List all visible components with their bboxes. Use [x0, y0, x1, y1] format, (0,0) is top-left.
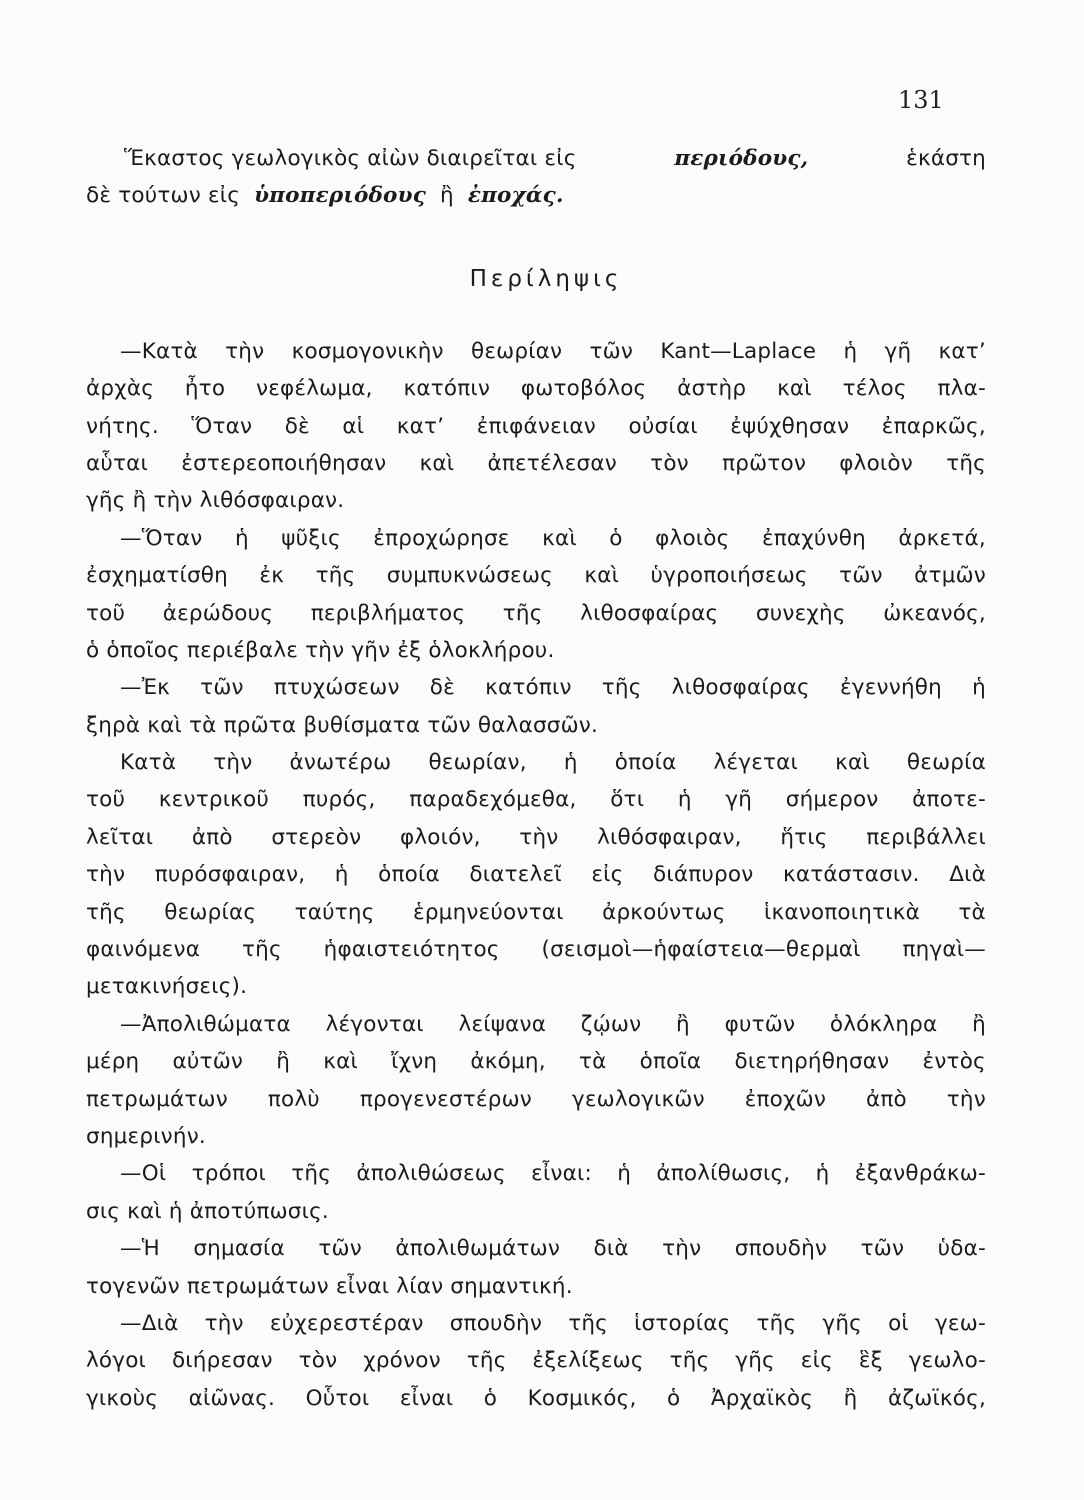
word: ἐξελίξεως [532, 1348, 644, 1374]
word: ἀρχὰς [86, 376, 155, 402]
word: εἰς [591, 862, 624, 888]
text-line: σημερινήν. [86, 1123, 206, 1149]
text-line [86, 1380, 986, 1417]
word: πολὺ [267, 1086, 320, 1112]
text-block [86, 140, 986, 1417]
word: ἴχνη [391, 1049, 438, 1075]
word: αἰῶνας. [188, 1385, 276, 1411]
word: ἓξ [858, 1348, 883, 1374]
word: συμπυκνώσεως [386, 563, 553, 589]
word: φλοιόν, [399, 824, 481, 850]
word: Οὗτοι [305, 1385, 370, 1411]
term-ypoperiodous: ὑποπεριόδους [254, 183, 426, 209]
word: τῆς [291, 1161, 332, 1187]
word: δὲ [429, 675, 455, 701]
text-line [86, 894, 986, 931]
word: εἶναι [399, 1385, 454, 1411]
word: κατόπιν [403, 376, 491, 402]
word: ἢ [676, 1011, 690, 1037]
word: ἦτο [184, 376, 226, 402]
word: Kant—Laplace [660, 338, 817, 364]
word: τῆς [568, 1310, 608, 1336]
word: ἐγεννήθη [839, 675, 942, 701]
word: ἀποτε- [912, 787, 986, 813]
word: τῆς [669, 1348, 710, 1374]
word: σημασία [193, 1236, 285, 1262]
word: τὰ [578, 1049, 607, 1075]
word: τὰ [958, 899, 986, 925]
word: ὁλόκληρα [829, 1011, 938, 1037]
word: γεω- [935, 1310, 986, 1336]
word: ὑγροποιήσεως [650, 563, 808, 589]
intro-line-1 [86, 140, 986, 177]
word: λείψανα [458, 1011, 547, 1037]
intro-line-2-text: δὲ τούτων εἰς [86, 183, 241, 209]
word: ἱστορίας [634, 1310, 731, 1336]
word: Ὅταν [191, 413, 253, 439]
word: διήρεσαν [171, 1348, 273, 1374]
word: φλοιὸς [655, 525, 730, 551]
word: τὴν [662, 1236, 702, 1262]
word: ἐπαρκῶς, [881, 413, 986, 439]
word: λιθοσφαίρας [671, 675, 810, 701]
word: οἱ [888, 1310, 909, 1336]
word: ἀρκετά, [898, 525, 986, 551]
word: διάπυρον [653, 862, 754, 888]
word: τῶν [200, 675, 244, 701]
word: Κατὰ [120, 750, 177, 776]
word: δὲ [284, 413, 310, 439]
word: φυτῶν [724, 1011, 796, 1037]
intro-line-1-text: Ἕκαστος γεωλογικὸς αἰὼν διαιρεῖται εἰς [124, 146, 577, 171]
word: ἀπὸ [865, 1086, 907, 1112]
text-line [86, 781, 986, 818]
word: ὁποῖα [639, 1049, 702, 1075]
word: ἢ [276, 1049, 291, 1075]
intro-line-2-or: ἢ [440, 183, 454, 209]
word: Ἀρχαϊκὸς [710, 1385, 814, 1411]
intro-line-2 [86, 177, 986, 214]
word: ἱκανοποιητικὰ [764, 899, 920, 925]
word: ἐπιφάνειαν [476, 413, 597, 439]
word: τὴν [946, 1086, 986, 1112]
text-line [86, 520, 986, 557]
text-line [86, 445, 986, 482]
text-line [86, 931, 986, 968]
word: τὸν [298, 1348, 338, 1374]
word: πηγαὶ— [902, 937, 986, 963]
word: κατόπιν [485, 675, 572, 701]
word: τῶν [860, 1236, 905, 1262]
text-line: ὁ ὁποῖος περιέβαλε τὴν γῆν ἐξ ὁλοκλήρου. [86, 637, 555, 663]
word: γεωλογικῶν [571, 1086, 705, 1112]
text-line [86, 595, 986, 632]
word: ταύτης [294, 899, 375, 925]
word: —Ἡ [120, 1236, 160, 1262]
word: Κοσμικός, [527, 1385, 637, 1411]
word: κατάστασιν. [782, 862, 920, 888]
word: ἢ [843, 1385, 858, 1411]
word: περιβλήματος [310, 600, 466, 626]
word: ἀερώδους [162, 600, 274, 626]
word: λεῖται [86, 824, 154, 850]
word: προγενεστέρων [359, 1086, 533, 1112]
word: οὐσίαι [628, 413, 698, 439]
text-line: γῆς ἢ τὴν λιθόσφαιραν. [86, 488, 345, 514]
word: ὅτι [610, 787, 645, 813]
word: τὴν [519, 824, 559, 850]
word: γικοὺς [86, 1385, 159, 1411]
word: πλα- [937, 376, 986, 402]
word: αἱ [342, 413, 365, 439]
word: ζῴων [580, 1011, 642, 1037]
word: εἰς [800, 1348, 833, 1374]
word: ὁ [483, 1385, 498, 1411]
text-line [86, 1305, 986, 1342]
word: τὸν [650, 450, 689, 476]
text-line [86, 557, 986, 594]
word: γεωλο- [908, 1348, 986, 1374]
word: περιβάλλει [866, 824, 986, 850]
word: ἡ [617, 1161, 632, 1187]
word: μέρη [86, 1049, 140, 1075]
word: τῆς [756, 1310, 797, 1336]
word: ἐπροχώρησε [373, 525, 510, 551]
word: τέλος [842, 376, 907, 402]
word: τρόποι [191, 1161, 266, 1187]
word: γῆ [725, 787, 753, 813]
word: διατελεῖ [469, 862, 562, 888]
word: ἀρκούντως [602, 899, 726, 925]
word: τοῦ [86, 787, 126, 813]
word: ὁ [609, 525, 623, 551]
word: σήμερον [785, 787, 879, 813]
word: καὶ [419, 450, 455, 476]
word: καὶ [835, 750, 870, 776]
word: χρόνον [363, 1348, 441, 1374]
text-line [86, 1230, 986, 1267]
word: ἀπὸ [191, 824, 233, 850]
word: ἡ [334, 862, 349, 888]
text-line [86, 370, 986, 407]
word: ἐπαχύνθη [761, 525, 866, 551]
word: καὶ [323, 1049, 358, 1075]
word: αὗται [86, 450, 149, 476]
word: καὶ [584, 563, 620, 589]
word: ἐσχηματίσθη [86, 563, 228, 589]
word: τῆς [502, 600, 543, 626]
word: τοῦ [86, 600, 126, 626]
word: τὴν [86, 862, 126, 888]
word: —Ἐκ [120, 675, 171, 701]
word: ἑρμηνεύονται [413, 899, 564, 925]
text-line [86, 333, 986, 370]
word: πετρωμάτων [86, 1086, 228, 1112]
word: ἀνωτέρω [289, 750, 392, 776]
word: —Διὰ [120, 1310, 179, 1336]
word: ὠκεανός, [883, 600, 986, 626]
term-periodous: περιόδους, [674, 146, 809, 171]
text-line [86, 856, 986, 893]
word: ἀτμῶν [914, 563, 986, 589]
word: τὴν [213, 750, 253, 776]
word: γῆς [822, 1310, 862, 1336]
word: —Κατὰ [120, 338, 198, 364]
word: πρῶτον [722, 450, 807, 476]
word: σπουδὴν [449, 1310, 543, 1336]
text-line: μετακινήσεις). [86, 974, 248, 1000]
word: καὶ [542, 525, 577, 551]
text-line [86, 819, 986, 856]
word: τῆς [946, 450, 986, 476]
word: κατ’ [938, 338, 986, 364]
word: ἀπολιθώσεως [356, 1161, 506, 1187]
word: παραδεχόμεθα, [409, 787, 577, 813]
word: ἀζωϊκός, [887, 1385, 986, 1411]
word: ἐποχῶν [744, 1086, 827, 1112]
word: λέγεται [713, 750, 799, 776]
word: λιθοσφαίρας [580, 600, 719, 626]
word: ἐκ [259, 563, 285, 589]
word: κοσμογονικὴν [291, 338, 444, 364]
word: τῆς [466, 1348, 507, 1374]
word: θεωρίαν [470, 338, 563, 364]
text-line [86, 669, 986, 706]
text-line [86, 1081, 986, 1118]
word: διετηρήθησαν [734, 1049, 890, 1075]
word: φωτοβόλος [520, 376, 647, 402]
word: ἐντὸς [922, 1049, 986, 1075]
text-line: τογενῶν πετρωμάτων εἶναι λίαν σημαντική. [86, 1273, 573, 1299]
word: ἐψύχθησαν [730, 413, 850, 439]
word: ἀπετέλεσαν [487, 450, 617, 476]
word: ἥτις [780, 824, 828, 850]
word: τῆς [241, 937, 282, 963]
word: πυρόσφαιραν, [154, 862, 306, 888]
word: γῆς [735, 1348, 775, 1374]
word: —Οἱ [120, 1161, 167, 1187]
word: ἡ [234, 525, 249, 551]
word: ὑδα- [937, 1236, 986, 1262]
word: ἡφαιστειότητος [323, 937, 500, 963]
text-line [86, 1043, 986, 1080]
word: συνεχὴς [755, 600, 846, 626]
word: ἀπολιθωμάτων [395, 1236, 561, 1262]
word: θεωρίας [164, 899, 257, 925]
word: κεντρικοῦ [158, 787, 270, 813]
word: πυρός, [302, 787, 376, 813]
word: θεωρία [906, 750, 986, 776]
word: ὁποία [378, 862, 440, 888]
text-line [86, 408, 986, 445]
word: στερεὸν [271, 824, 362, 850]
word: διὰ [593, 1236, 629, 1262]
word: λιθόσφαιραν, [597, 824, 742, 850]
word: ἡ [677, 787, 692, 813]
word: ἐξανθράκω- [854, 1161, 986, 1187]
word: ἀκόμη, [470, 1049, 546, 1075]
text-line [86, 1342, 986, 1379]
word: ἡ [815, 1161, 830, 1187]
text-line [86, 1155, 986, 1192]
word: ἐστερεοποιήθησαν [181, 450, 387, 476]
word: ἡ [563, 750, 578, 776]
word: ἢ [972, 1011, 986, 1037]
word: τῆς [601, 675, 642, 701]
word: σπουδὴν [734, 1236, 828, 1262]
word: τῶν [589, 338, 634, 364]
word: φαινόμενα [86, 937, 201, 963]
word: (σεισμοὶ—ἡφαίστεια—θερμαὶ [541, 937, 861, 963]
word: θεωρίαν, [428, 750, 527, 776]
word: νήτης. [86, 413, 159, 439]
word: τῶν [839, 563, 883, 589]
word: εὐχερεστέραν [269, 1310, 424, 1336]
summary-body [86, 333, 986, 1417]
word: ἀστὴρ [677, 376, 747, 402]
word: λέγονται [325, 1011, 424, 1037]
text-line [86, 744, 986, 781]
word: λόγοι [86, 1348, 147, 1374]
word: αὐτῶν [172, 1049, 244, 1075]
word: τῆς [315, 563, 356, 589]
word: γῆ [884, 338, 912, 364]
page-number: 131 [898, 86, 944, 114]
word: ὁ [666, 1385, 681, 1411]
text-line: ξηρὰ καὶ τὰ πρῶτα βυθίσματα τῶν θαλασσῶν. [86, 712, 599, 738]
word: εἶναι: [531, 1161, 592, 1187]
section-heading: Περίληψις [469, 265, 623, 292]
word: ἡ [972, 675, 986, 701]
word: τὴν [225, 338, 265, 364]
word: ὁποία [614, 750, 677, 776]
word: ψῦξις [281, 525, 341, 551]
word: κατ’ [396, 413, 445, 439]
word: καὶ [777, 376, 812, 402]
word: ἡ [843, 338, 858, 364]
text-line [86, 1006, 986, 1043]
word: ἀπολίθωσις, [656, 1161, 791, 1187]
term-epochas: ἐποχάς. [467, 183, 564, 209]
word: —Ἀπολιθώματα [120, 1011, 291, 1037]
intro-line-1-end: ἑκάστη [906, 146, 986, 171]
word: Διὰ [949, 862, 986, 888]
word: —Ὅταν [120, 525, 203, 551]
word: νεφέλωμα, [256, 376, 373, 402]
word: τῶν [318, 1236, 362, 1262]
word: τῆς [86, 899, 126, 925]
text-line: σις καὶ ἡ ἀποτύπωσις. [86, 1198, 329, 1224]
word: φλοιὸν [839, 450, 913, 476]
word: τὴν [204, 1310, 244, 1336]
word: πτυχώσεων [273, 675, 400, 701]
